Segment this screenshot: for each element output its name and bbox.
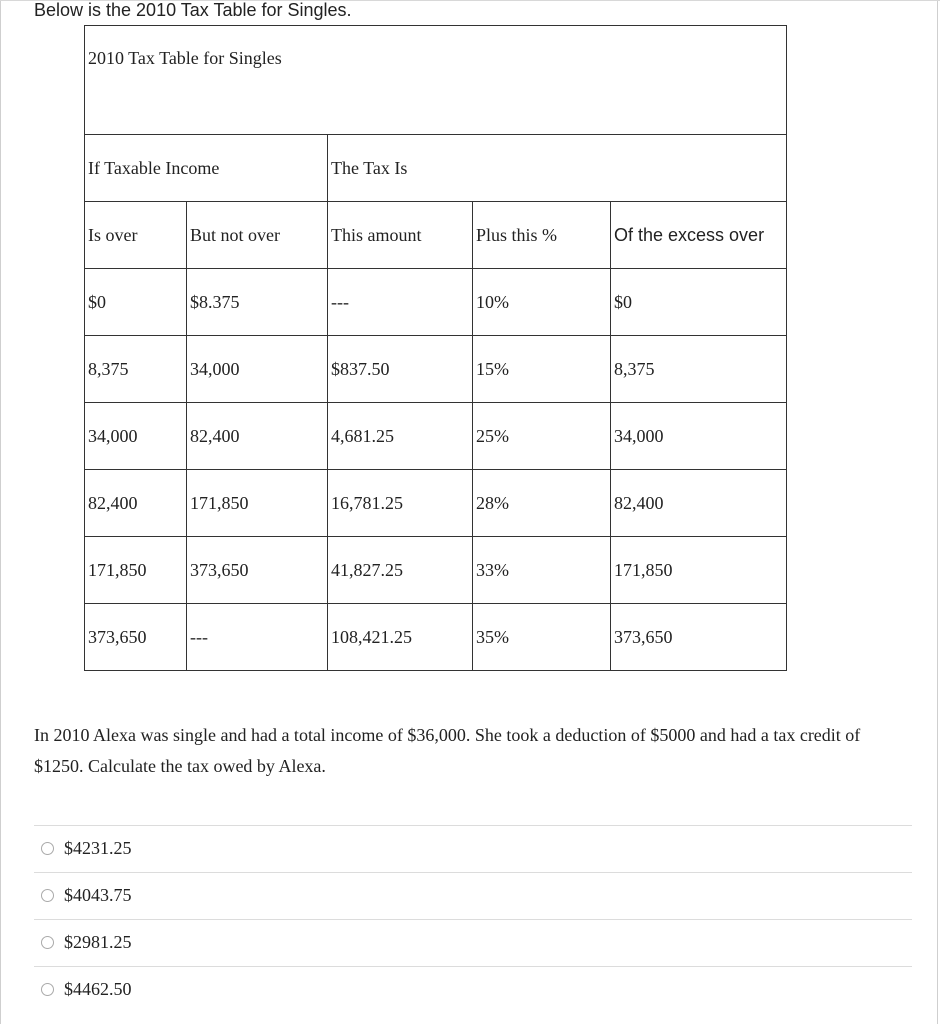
- column-header: This amount: [328, 202, 473, 269]
- intro-text: Below is the 2010 Tax Table for Singles.: [34, 0, 352, 20]
- table-cell: 35%: [473, 604, 611, 671]
- table-cell: 8,375: [85, 336, 187, 403]
- table-cell: 41,827.25: [328, 537, 473, 604]
- radio-button[interactable]: [41, 936, 54, 949]
- table-cell: 16,781.25: [328, 470, 473, 537]
- group-header-tax: The Tax Is: [328, 135, 787, 202]
- table-cell: 33%: [473, 537, 611, 604]
- table-cell: 4,681.25: [328, 403, 473, 470]
- table-cell: 10%: [473, 269, 611, 336]
- column-header: But not over: [187, 202, 328, 269]
- table-cell: $0: [611, 269, 787, 336]
- table-cell: 8,375: [611, 336, 787, 403]
- table-title: 2010 Tax Table for Singles: [85, 26, 787, 135]
- table-cell: 171,850: [187, 470, 328, 537]
- column-header: Is over: [85, 202, 187, 269]
- column-header: Plus this %: [473, 202, 611, 269]
- table-cell: 34,000: [611, 403, 787, 470]
- table-group-header-row: [85, 135, 787, 202]
- table-cell: 171,850: [611, 537, 787, 604]
- answer-options: [34, 825, 912, 1013]
- answer-option[interactable]: [34, 966, 912, 1013]
- table-cell: ---: [328, 269, 473, 336]
- table-cell: 34,000: [187, 336, 328, 403]
- table-cell: 373,650: [611, 604, 787, 671]
- table-row: [85, 537, 787, 604]
- radio-button[interactable]: [41, 889, 54, 902]
- table-cell: 25%: [473, 403, 611, 470]
- table-row: [85, 604, 787, 671]
- table-cell: 34,000: [85, 403, 187, 470]
- answer-label[interactable]: $4043.75: [64, 885, 132, 905]
- table-title-row: [85, 26, 787, 135]
- table-row: [85, 336, 787, 403]
- tax-table: [84, 25, 787, 671]
- table-cell: 171,850: [85, 537, 187, 604]
- table-column-header-row: [85, 202, 787, 269]
- radio-button[interactable]: [41, 842, 54, 855]
- table-cell: 373,650: [187, 537, 328, 604]
- table-cell: 82,400: [611, 470, 787, 537]
- table-cell: ---: [187, 604, 328, 671]
- radio-button[interactable]: [41, 983, 54, 996]
- table-cell: 82,400: [85, 470, 187, 537]
- right-border: [937, 0, 938, 1024]
- answer-label[interactable]: $4231.25: [64, 838, 132, 858]
- left-border: [0, 0, 1, 1024]
- table-cell: $8.375: [187, 269, 328, 336]
- group-header-income: If Taxable Income: [85, 135, 328, 202]
- table-cell: 108,421.25: [328, 604, 473, 671]
- question-text: In 2010 Alexa was single and had a total income of $36,000. She took a deduction of $5000 and had a tax credit of $1250. Calculate the tax owed by Alexa.: [34, 725, 861, 776]
- table-cell: 15%: [473, 336, 611, 403]
- answer-label[interactable]: $2981.25: [64, 932, 132, 952]
- answer-label[interactable]: $4462.50: [64, 979, 132, 999]
- table-cell: 28%: [473, 470, 611, 537]
- table-cell: $0: [85, 269, 187, 336]
- column-header: Of the excess over: [611, 202, 787, 269]
- table-cell: 82,400: [187, 403, 328, 470]
- answer-option[interactable]: [34, 825, 912, 872]
- table-cell: $837.50: [328, 336, 473, 403]
- table-row: [85, 269, 787, 336]
- table-cell: 373,650: [85, 604, 187, 671]
- answer-option[interactable]: [34, 919, 912, 966]
- answer-option[interactable]: [34, 872, 912, 919]
- table-row: [85, 470, 787, 537]
- table-row: [85, 403, 787, 470]
